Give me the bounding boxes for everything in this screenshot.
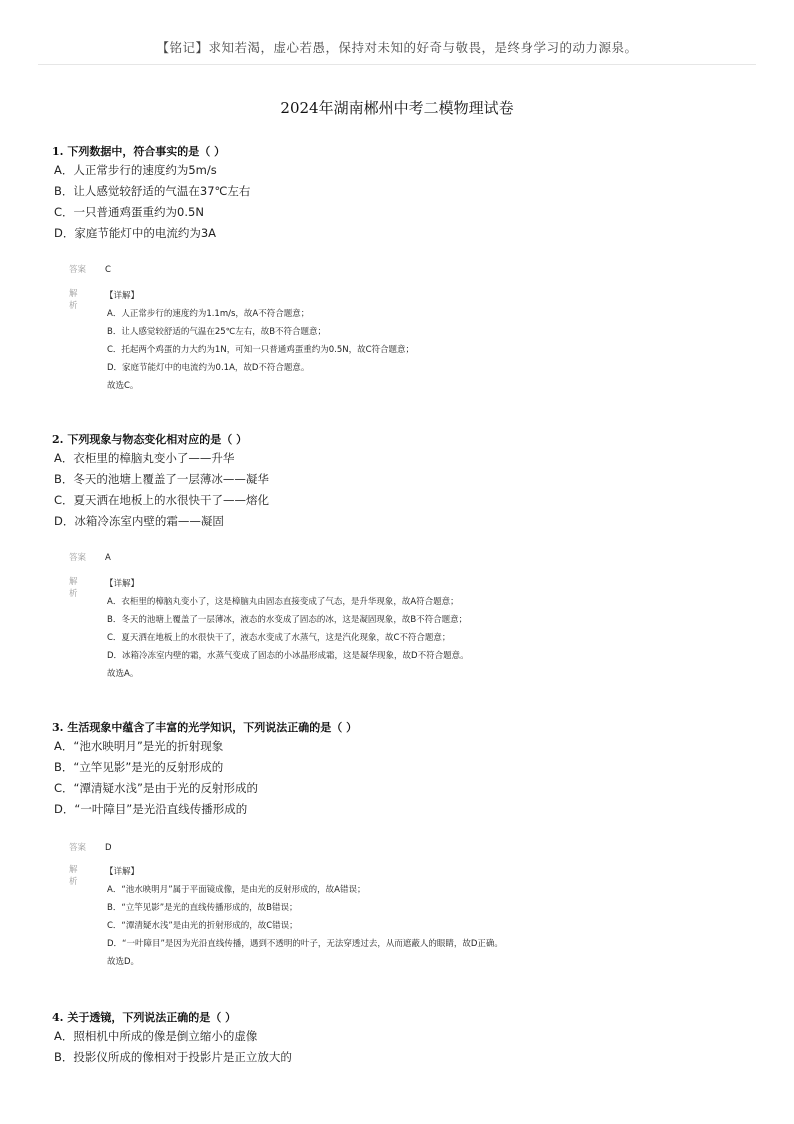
option-b: B．投影仪所成的像相对于投影片是正立放大的 <box>54 1050 292 1064</box>
explanation-line: B．冬天的池塘上覆盖了一层薄冰，液态的水变成了固态的冰，这是凝固现象，故B不符合题意； <box>107 615 468 625</box>
explanation-heading: 【详解】 <box>105 867 140 877</box>
explanation-line: A．人正常步行的速度约为1.1m/s，故A不符合题意； <box>107 309 310 319</box>
answer-row <box>69 841 112 853</box>
option-b: B．“立竿见影”是光的反射形成的 <box>54 760 224 774</box>
explanation-label: 解析 <box>69 577 78 599</box>
question-3 <box>52 720 752 967</box>
explanation-heading: 【详解】 <box>105 291 140 301</box>
question-1 <box>52 144 752 391</box>
question-2 <box>52 432 752 679</box>
question-4 <box>52 1010 752 1068</box>
option-b: B．让人感觉较舒适的气温在37℃左右 <box>54 184 251 198</box>
explanation-label: 解析 <box>69 865 78 887</box>
explanation-line: B．让人感觉较舒适的气温在25℃左右，故B不符合题意； <box>107 327 327 337</box>
question-stem: 1. 下列数据中，符合事实的是（ ） <box>52 145 226 158</box>
answer-value: C <box>105 265 111 275</box>
explanation-line: D．冰箱冷冻室内壁的霜，水蒸气变成了固态的小冰晶形成霜，这是凝华现象，故D不符合题意。 <box>107 651 469 661</box>
explanation-line: B．“立竿见影”是光的直线传播形成的，故B错误； <box>107 903 298 913</box>
explanation-conclusion: 故选C。 <box>107 381 139 391</box>
explanation-line: D．“一叶障目”是因为光沿直线传播，遇到不透明的叶子，无法穿透过去，从而遮蔽人的眼睛，故D正确。 <box>107 939 503 949</box>
answer-label: 答案 <box>69 265 87 275</box>
option-a: A．人正常步行的速度约为5m/s <box>54 163 217 177</box>
answer-label: 答案 <box>69 843 87 853</box>
header-divider <box>38 64 756 65</box>
explanation-line: D．家庭节能灯中的电流约为0.1A，故D不符合题意。 <box>107 363 310 373</box>
option-a: A．衣柜里的樟脑丸变小了——升华 <box>54 451 235 465</box>
option-b: B．冬天的池塘上覆盖了一层薄冰——凝华 <box>54 472 269 486</box>
option-d: D．家庭节能灯中的电流约为3A <box>54 226 217 240</box>
explanation-line: A．衣柜里的樟脑丸变小了，这是樟脑丸由固态直接变成了气态，是升华现象，故A符合题意； <box>107 597 459 607</box>
option-a: A．“池水映明月”是光的折射现象 <box>54 739 224 753</box>
explanation-conclusion: 故选D。 <box>107 957 140 967</box>
motto: 【铭记】求知若渴，虚心若愚，保持对未知的好奇与敬畏，是终身学习的动力源泉。 <box>156 40 638 55</box>
question-stem: 4. 关于透镜，下列说法正确的是（ ） <box>52 1011 237 1024</box>
answer-row <box>69 263 111 275</box>
option-c: C．夏天洒在地板上的水很快干了——熔化 <box>54 493 270 507</box>
explanation-label: 解析 <box>69 289 78 311</box>
explanation-line: A．“池水映明月”属于平面镜成像，是由光的反射形成的，故A错误； <box>107 885 366 895</box>
option-c: C．一只普通鸡蛋重约为0.5N <box>54 205 204 219</box>
explanation-line: C．夏天洒在地板上的水很快干了，液态水变成了水蒸气，这是汽化现象，故C不符合题意； <box>107 633 451 643</box>
explanation-conclusion: 故选A。 <box>107 669 139 679</box>
answer-label: 答案 <box>69 553 87 563</box>
page-title: 2024年湖南郴州中考二模物理试卷 <box>280 99 514 117</box>
answer-value: D <box>105 843 112 853</box>
explanation-heading: 【详解】 <box>105 579 140 589</box>
question-stem: 3. 生活现象中蕴含了丰富的光学知识，下列说法正确的是（ ） <box>52 721 358 734</box>
explanation-line: C．托起两个鸡蛋的力大约为1N，可知一只普通鸡蛋重约为0.5N，故C符合题意； <box>107 345 415 355</box>
answer-row <box>69 551 111 563</box>
option-c: C．“潭清疑水浅”是由于光的反射形成的 <box>54 781 258 795</box>
option-d: D．冰箱冷冻室内壁的霜——凝固 <box>54 514 224 528</box>
option-d: D．“一叶障目”是光沿直线传播形成的 <box>54 802 248 816</box>
answer-value: A <box>105 553 111 563</box>
question-stem: 2. 下列现象与物态变化相对应的是（ ） <box>52 433 248 446</box>
option-a: A．照相机中所成的像是倒立缩小的虚像 <box>54 1029 258 1043</box>
explanation-line: C．“潭清疑水浅”是由光的折射形成的，故C错误； <box>107 921 298 931</box>
